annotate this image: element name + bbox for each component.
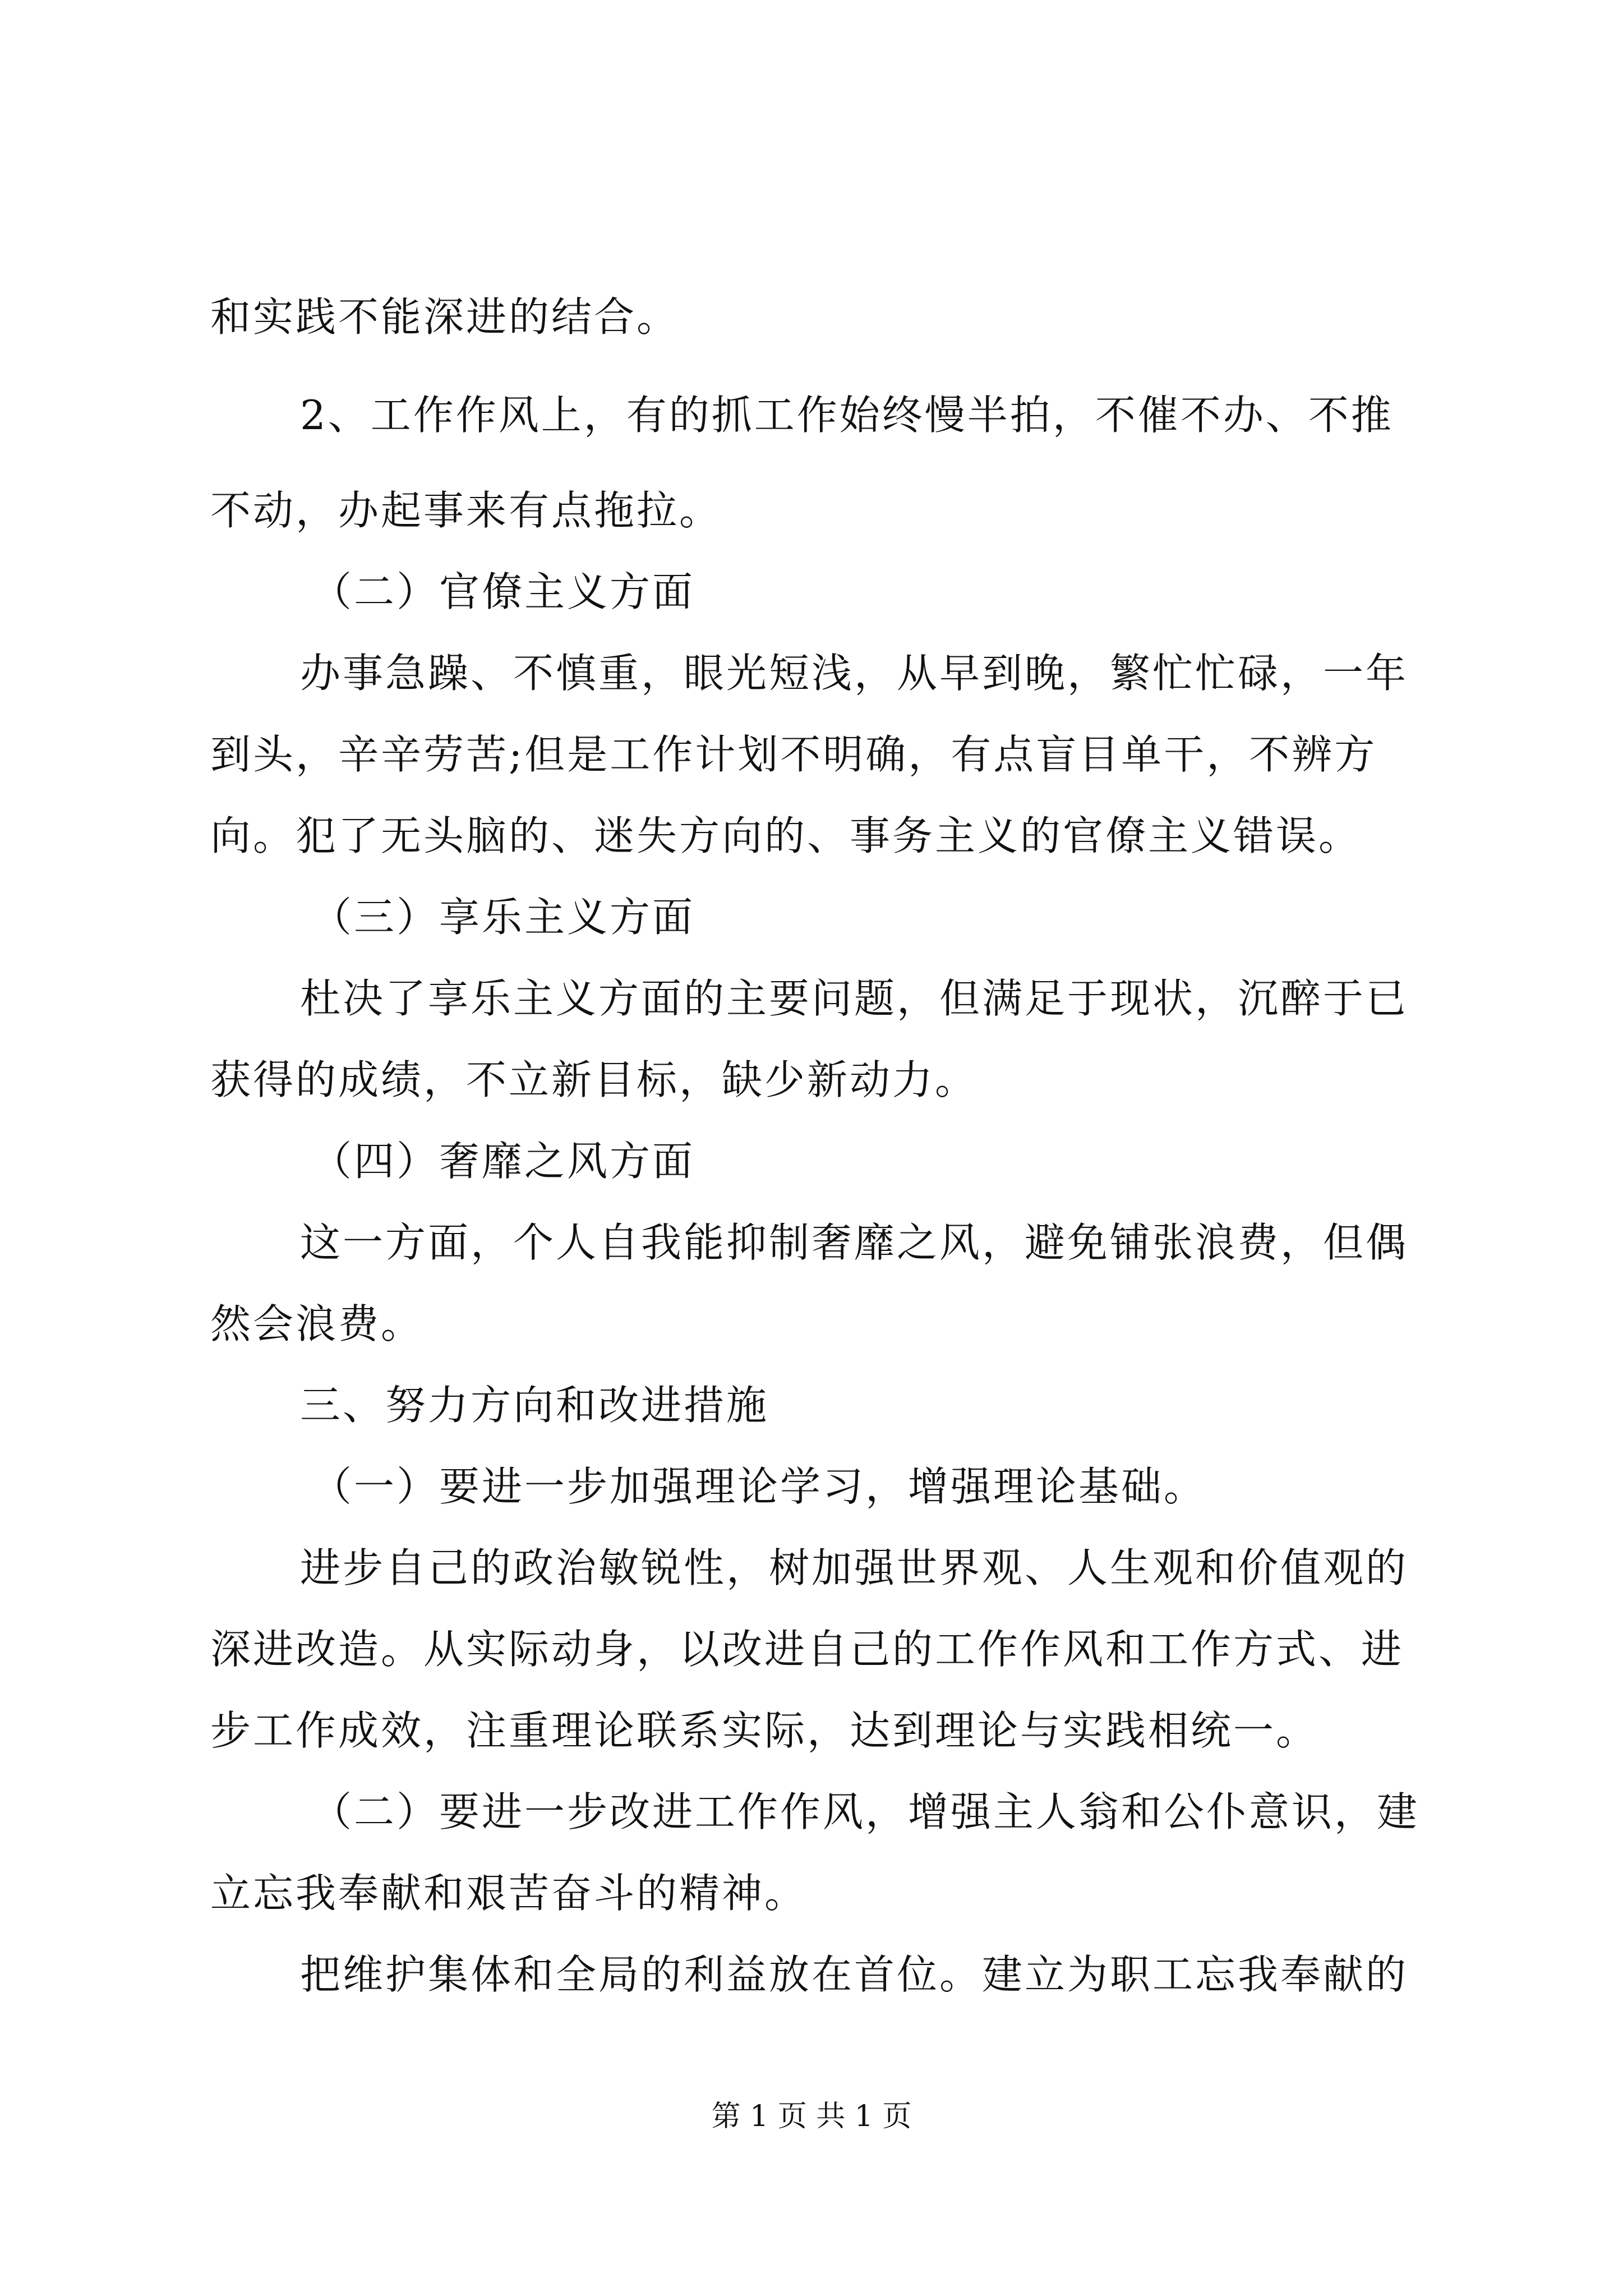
text-line: 不动，办起事来有点拖拉。 xyxy=(210,487,722,534)
text-line: 向。犯了无头脑的、迷失方向的、事务主义的官僚主义错误。 xyxy=(210,812,1362,859)
text-line: 杜决了享乐主义方面的主要问题，但满足于现状，沉醉于已 xyxy=(300,975,1409,1022)
text-line: 进步自己的政治敏锐性，树加强世界观、人生观和价值观的 xyxy=(300,1544,1409,1591)
text-line: 办事急躁、不慎重，眼光短浅，从早到晚，繁忙忙碌，一年 xyxy=(300,650,1409,697)
text-line: 到头，辛辛劳苦;但是工作计划不明确，有点盲目单干，不辨方 xyxy=(210,731,1377,778)
text-line: 然会浪费。 xyxy=(210,1300,424,1347)
section-heading: 三、努力方向和改进措施 xyxy=(300,1382,769,1429)
page-footer: 第 1 页 共 1 页 xyxy=(711,2100,912,2133)
section-heading: （三）享乐主义方面 xyxy=(311,894,695,941)
section-heading: （一）要进一步加强理论学习，增强理论基础。 xyxy=(311,1463,1207,1510)
text-line: 2、工作作风上，有的抓工作始终慢半拍，不催不办、不推 xyxy=(300,392,1394,439)
text-line: 立忘我奉献和艰苦奋斗的精神。 xyxy=(210,1870,808,1917)
section-heading: （四）奢靡之风方面 xyxy=(311,1138,695,1185)
text-line: 和实践不能深进的结合。 xyxy=(210,293,680,341)
text-line: 这一方面，个人自我能抑制奢靡之风，避免铺张浪费，但偶 xyxy=(300,1219,1409,1266)
section-heading: （二）要进一步改进工作作风，增强主人翁和公仆意识，建 xyxy=(311,1788,1420,1835)
text-line: 获得的成绩，不立新目标，缺少新动力。 xyxy=(210,1056,978,1103)
text-line: 步工作成效，注重理论联系实际，达到理论与实践相统一。 xyxy=(210,1707,1319,1754)
text-line: 把维护集体和全局的利益放在首位。建立为职工忘我奉献的 xyxy=(300,1951,1409,1998)
section-heading: （二）官僚主义方面 xyxy=(311,568,695,615)
text-line: 深进改造。从实际动身，以改进自己的工作作风和工作方式、进 xyxy=(210,1626,1404,1673)
